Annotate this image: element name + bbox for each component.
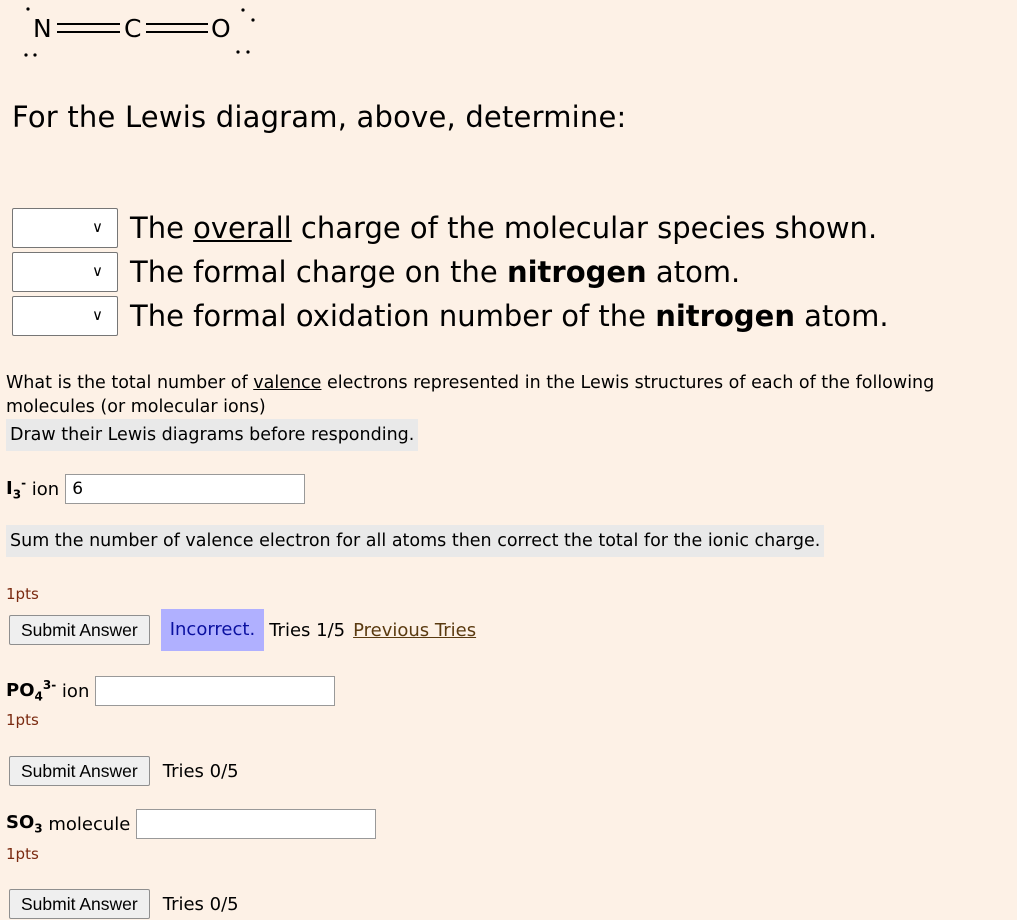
item-i3-suffix: ion bbox=[26, 478, 60, 500]
overall-charge-label: The overall charge of the molecular species shown. bbox=[130, 211, 878, 245]
oxidation-number-label: The formal oxidation number of the nitrogen atom. bbox=[130, 299, 889, 333]
i3-submit-row bbox=[9, 609, 476, 651]
chevron-down-icon: ∨ bbox=[92, 306, 103, 324]
atom-o: O bbox=[211, 14, 231, 43]
formal-charge-label: The formal charge on the nitrogen atom. bbox=[130, 255, 741, 289]
submit-answer-button[interactable]: Submit Answer bbox=[9, 889, 150, 919]
ionic-charge-hint: Sum the number of valence electron for all atoms then correct the total for the ionic charge. bbox=[6, 525, 824, 557]
formal-charge-select[interactable] bbox=[12, 252, 118, 292]
chevron-down-icon: ∨ bbox=[92, 262, 103, 280]
oxidation-number-select[interactable] bbox=[12, 296, 118, 336]
formal-charge-row bbox=[12, 251, 740, 293]
submit-answer-button[interactable]: Submit Answer bbox=[9, 756, 150, 786]
tries-counter: Tries 1/5 bbox=[269, 619, 346, 641]
po4-answer-input[interactable] bbox=[95, 676, 335, 706]
formula-i3: $I_3^-$ bbox=[6, 476, 27, 502]
submit-answer-button[interactable]: Submit Answer bbox=[9, 615, 150, 645]
points-label: 1pts bbox=[6, 585, 39, 603]
so3-submit-row bbox=[9, 889, 239, 919]
oxidation-number-row bbox=[12, 295, 889, 337]
item-po4-row bbox=[6, 676, 335, 706]
valence-question: What is the total number of valence electrons represented in the Lewis structures of each of the following molecules (or molecular ions) bbox=[6, 373, 935, 417]
incorrect-feedback-badge: Incorrect. bbox=[161, 609, 264, 651]
overall-charge-row bbox=[12, 207, 877, 249]
po4-submit-row bbox=[9, 756, 239, 786]
atom-n: N bbox=[33, 14, 52, 43]
points-label: 1pts bbox=[6, 711, 39, 729]
item-po4-suffix: ion bbox=[56, 680, 90, 702]
tries-counter: Tries 0/5 bbox=[162, 760, 239, 782]
points-label: 1pts bbox=[6, 845, 39, 863]
item-i3-row bbox=[6, 474, 305, 504]
formula-so3: $SO_3$ bbox=[6, 812, 43, 836]
item-so3-row bbox=[6, 809, 376, 839]
tries-counter: Tries 0/5 bbox=[162, 893, 239, 915]
lewis-diagram bbox=[6, 2, 266, 72]
so3-answer-input[interactable] bbox=[136, 809, 376, 839]
i3-answer-input[interactable] bbox=[65, 474, 305, 504]
overall-charge-select[interactable] bbox=[12, 208, 118, 248]
item-so3-suffix: molecule bbox=[42, 813, 131, 835]
prompt-heading: For the Lewis diagram, above, determine: bbox=[12, 100, 627, 134]
atom-c: C bbox=[124, 14, 142, 43]
chevron-down-icon: ∨ bbox=[92, 218, 103, 236]
formula-po4: $PO_4^{3-}$ bbox=[6, 678, 57, 704]
previous-tries-link[interactable]: Previous Tries bbox=[353, 619, 477, 641]
draw-hint: Draw their Lewis diagrams before responding. bbox=[6, 419, 418, 451]
